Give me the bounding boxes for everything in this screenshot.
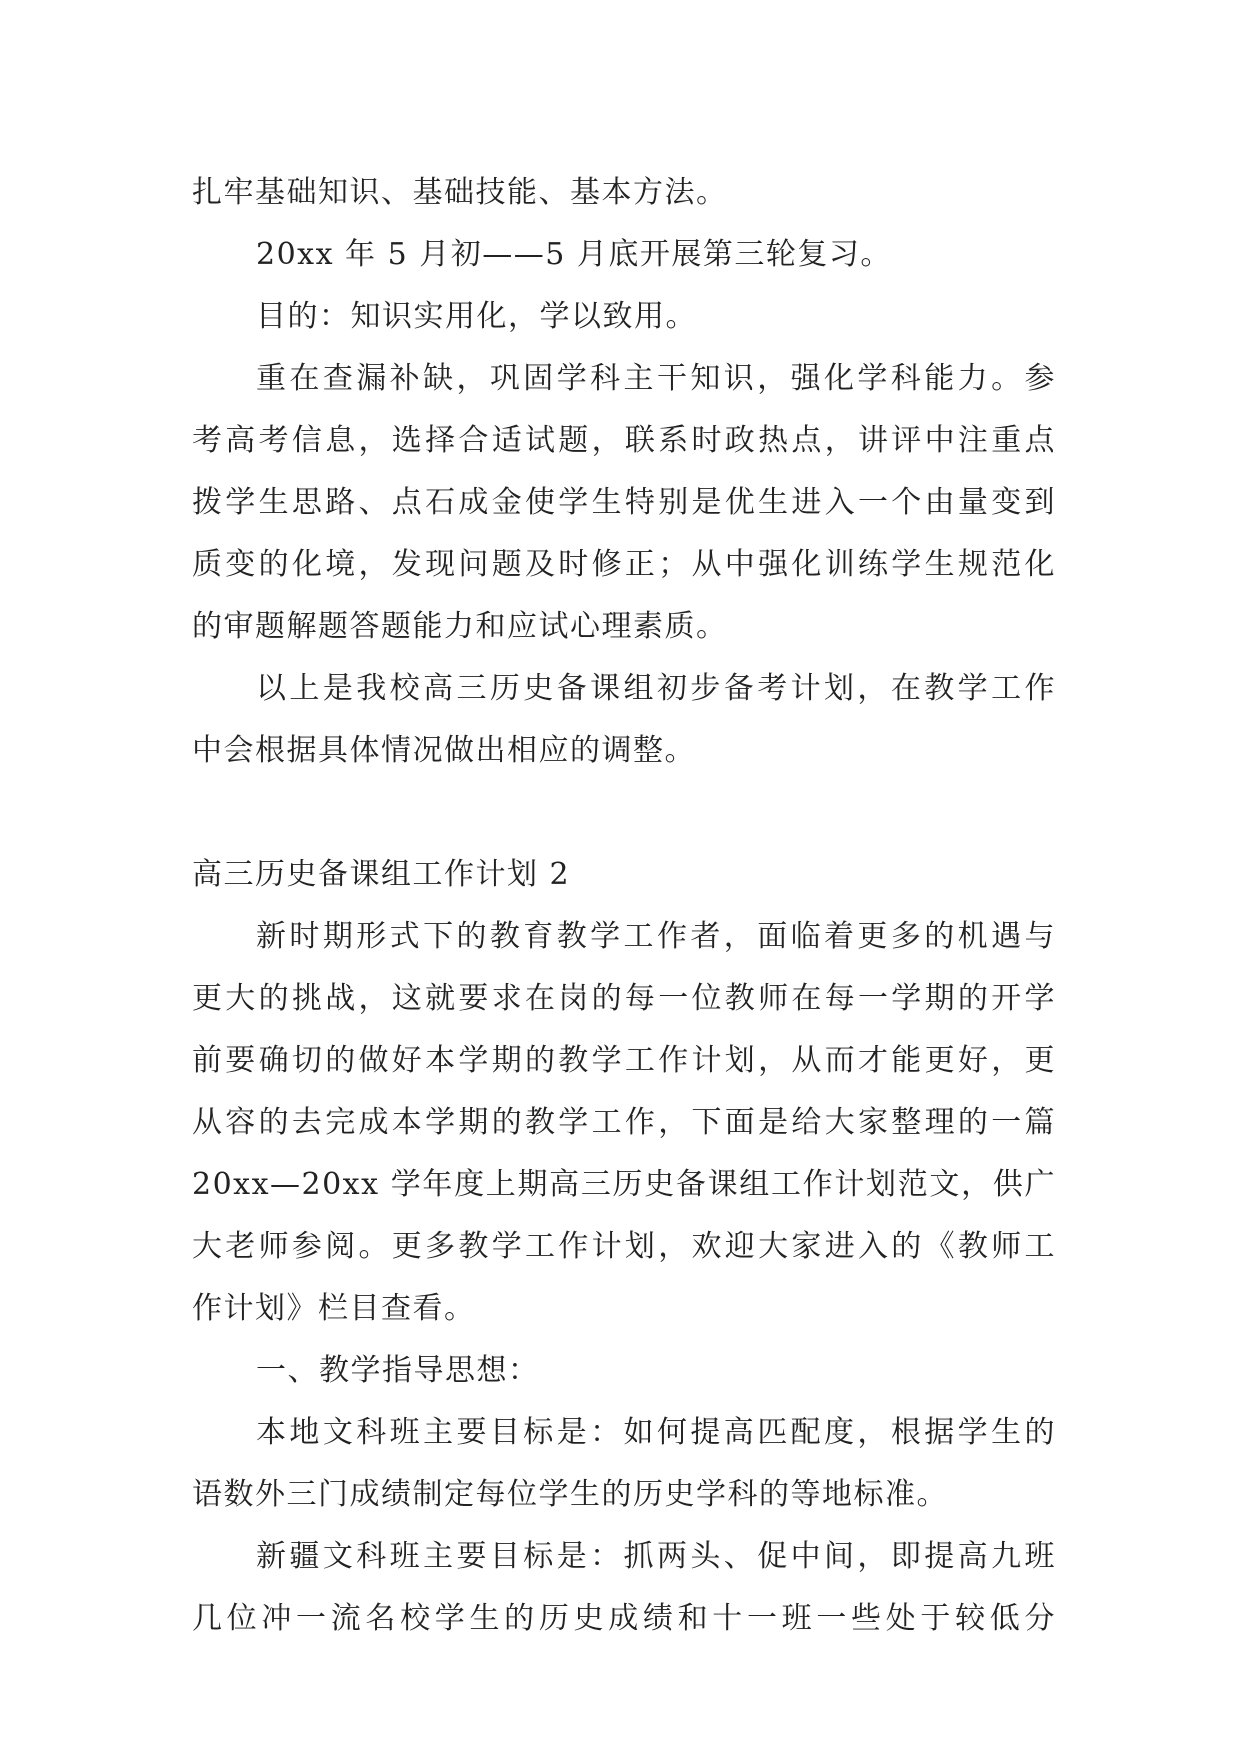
paragraph [192,1402,1056,1526]
section-heading: 高三历史备课组工作计划 2 [192,857,571,892]
paragraph-line: 从容的去完成本学期的教学工作，下面是给大家整理的一篇 [192,1105,1056,1140]
paragraph-line: 几位冲一流名校学生的历史成绩和十一班一些处于较低分 [192,1601,1056,1636]
paragraph-line: 本地文科班主要目标是：如何提高匹配度，根据学生的 [256,1415,1056,1450]
paragraph-line: 新疆文科班主要目标是：抓两头、促中间，即提高九班 [256,1539,1056,1574]
paragraph-line: 重在查漏补缺，巩固学科主干知识，强化学科能力。参 [256,361,1056,396]
paragraph-line: 考高考信息，选择合适试题，联系时政热点，讲评中注重点 [192,423,1056,458]
paragraph-line: 作计划》栏目查看。 [192,1291,476,1326]
paragraph-line: 拨学生思路、点石成金使学生特别是优生进入一个由量变到 [192,485,1056,520]
paragraph-line: 质变的化境，发现问题及时修正；从中强化训练学生规范化 [192,547,1056,582]
paragraph [192,906,1056,1340]
paragraph [192,1526,1056,1650]
paragraph [192,658,1056,782]
paragraph-line: 大老师参阅。更多教学工作计划，欢迎大家进入的《教师工 [192,1229,1056,1264]
document-body [192,162,1056,1650]
paragraph-line: 前要确切的做好本学期的教学工作计划，从而才能更好，更 [192,1043,1056,1078]
paragraph-line: 的审题解题答题能力和应试心理素质。 [192,609,728,644]
paragraph [192,348,1056,658]
paragraph-line: 20xx—20xx 学年度上期高三历史备课组工作计划范文，供广 [192,1167,1056,1202]
paragraph-line: 一、教学指导思想： [256,1353,540,1388]
paragraph-line: 中会根据具体情况做出相应的调整。 [192,733,696,768]
paragraph-line: 20xx 年 5 月初——5 月底开展第三轮复习。 [256,237,892,272]
paragraph-line: 更大的挑战，这就要求在岗的每一位教师在每一学期的开学 [192,981,1056,1016]
paragraph-line: 语数外三门成绩制定每位学生的历史学科的等地标准。 [192,1477,948,1512]
paragraph-line: 新时期形式下的教育教学工作者，面临着更多的机遇与 [256,919,1056,954]
blank-line [192,782,1056,844]
paragraph-line: 目的：知识实用化，学以致用。 [256,299,697,334]
paragraph-line: 扎牢基础知识、基础技能、基本方法。 [192,175,728,210]
paragraph-line: 以上是我校高三历史备课组初步备考计划，在教学工作 [256,671,1056,706]
